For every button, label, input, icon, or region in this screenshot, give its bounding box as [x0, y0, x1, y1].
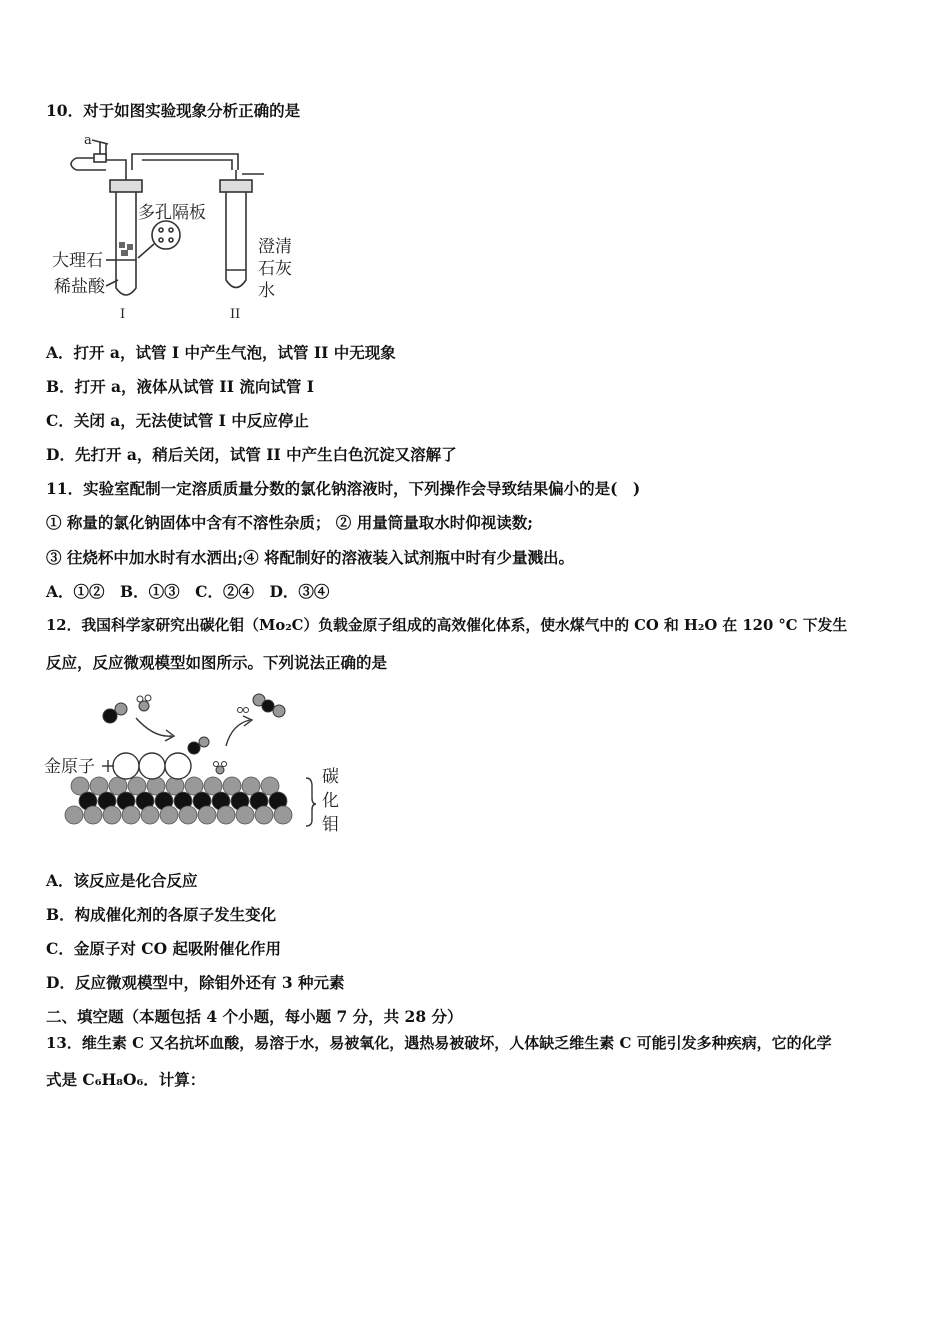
- carbide-atom: [179, 806, 197, 824]
- q12-option-b: B．构成催化剂的各原子发生变化: [46, 905, 277, 924]
- limewater-label-1: 澄清: [258, 237, 292, 257]
- q12-micro-model-figure: [44, 686, 354, 836]
- marble-label: 大理石: [52, 251, 103, 271]
- q11-items-line-2: ③ 往烧杯中加水时有水洒出;④ 将配制好的溶液装入试剂瓶中时有少量溅出。: [46, 548, 575, 567]
- q10-option-d: D．先打开 a，稍后关闭，试管 II 中产生白色沉淀又溶解了: [46, 445, 457, 464]
- q12-option-d: D．反应微观模型中，除钼外还有 3 种元素: [46, 973, 345, 992]
- q11-options: A．①② B．①③ C．②④ D．③④: [46, 582, 330, 601]
- carbide-layer: [65, 777, 292, 824]
- valve-a-label: a: [84, 133, 92, 148]
- q12-option-a: A．该反应是化合反应: [46, 871, 198, 890]
- carbide-atom: [217, 806, 235, 824]
- tube-1-label: I: [120, 307, 126, 322]
- q12-stem-line-2: 反应，反应微观模型如图所示。下列说法正确的是: [46, 653, 388, 672]
- q10-stem: 10．对于如图实验现象分析正确的是: [46, 101, 301, 120]
- section-2-heading: 二、填空题（本题包括 4 个小题，每小题 7 分，共 28 分）: [46, 1007, 463, 1026]
- limewater-label-2: 石灰: [258, 259, 292, 279]
- carbide-label-2: 化: [322, 791, 339, 811]
- carbide-atom: [84, 806, 102, 824]
- acid-label: 稀盐酸: [54, 277, 105, 297]
- q13-stem-line-1: 13．维生素 C 又名抗坏血酸，易溶于水，易被氧化，遇热易被破坏，人体缺乏维生素 C 可能引发多种疾病，它的化学: [46, 1034, 832, 1052]
- q10-apparatus-figure: [46, 130, 316, 325]
- q11-items-line-1: ① 称量的氯化钠固体中含有不溶性杂质； ② 用量筒量取水时仰视读数;: [46, 513, 533, 532]
- separator-label: 多孔隔板: [138, 203, 206, 223]
- q10-option-a: A．打开 a，试管 I 中产生气泡，试管 II 中无现象: [46, 343, 396, 362]
- carbide-atom: [160, 806, 178, 824]
- carbide-atom: [103, 806, 121, 824]
- q12-stem-line-1: 12．我国科学家研究出碳化钼（Mo₂C）负载金原子组成的高效催化体系，使水煤气中的 CO 和 H₂O 在 120 °C 下发生: [46, 617, 848, 634]
- gold-atom-label: 金原子: [44, 757, 95, 777]
- q13-stem-line-2: 式是 C₆H₈O₆．计算：: [46, 1070, 206, 1089]
- carbide-atom: [236, 806, 254, 824]
- carbide-atom: [122, 806, 140, 824]
- carbide-atom: [255, 806, 273, 824]
- carbide-atom: [198, 806, 216, 824]
- q11-stem: 11．实验室配制一定溶质质量分数的氯化钠溶液时，下列操作会导致结果偏小的是( ): [46, 479, 641, 498]
- q10-option-c: C．关闭 a，无法使试管 I 中反应停止: [46, 411, 309, 430]
- limewater-label-3: 水: [258, 281, 275, 301]
- carbide-atom: [141, 806, 159, 824]
- q12-option-c: C．金原子对 CO 起吸附催化作用: [46, 939, 281, 958]
- q10-option-b: B．打开 a，液体从试管 II 流向试管 I: [46, 377, 314, 396]
- carbide-label-1: 碳: [322, 767, 339, 787]
- carbide-label-3: 钼: [322, 815, 339, 835]
- tube-2-label: II: [230, 307, 241, 322]
- carbide-atom: [274, 806, 292, 824]
- carbide-atom: [65, 806, 83, 824]
